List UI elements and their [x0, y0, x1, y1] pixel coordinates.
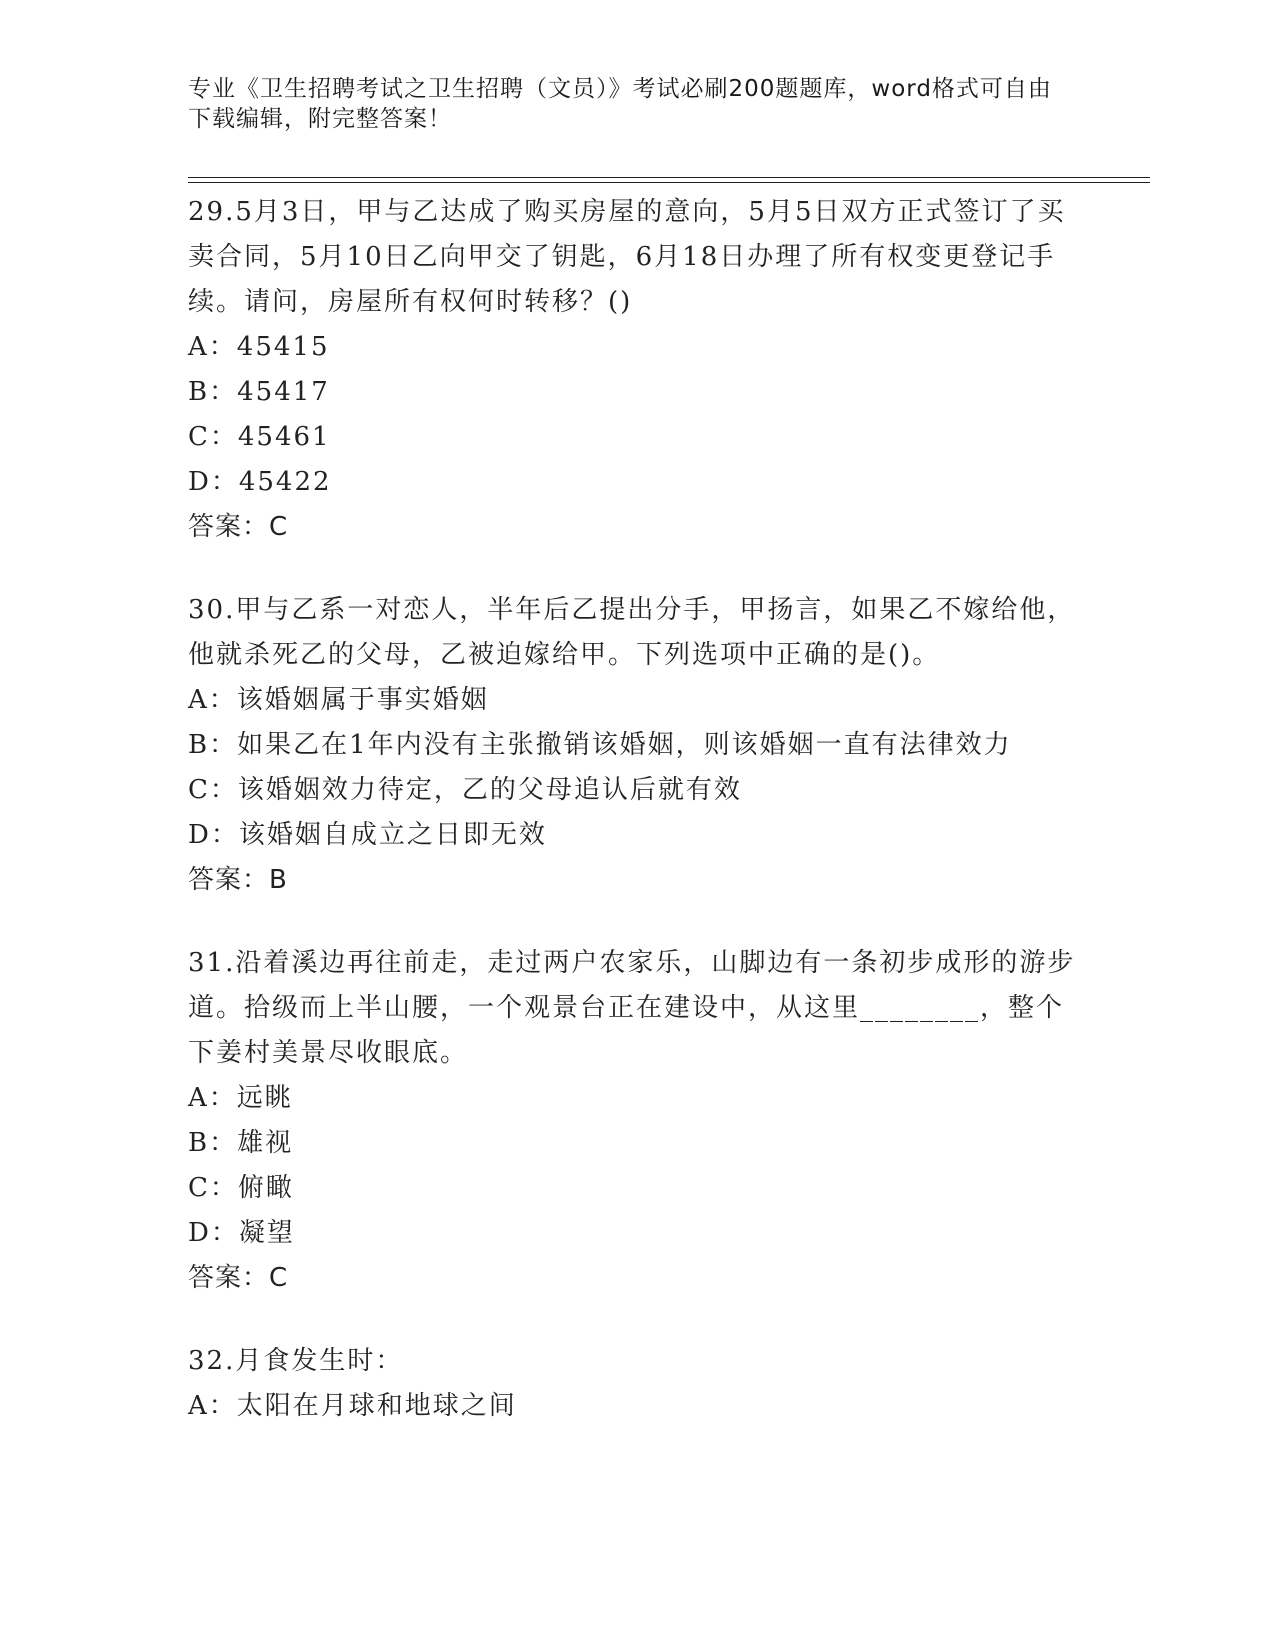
option-c: C：该婚姻效力待定，乙的父母追认后就有效: [188, 775, 742, 805]
option-a: A：太阳在月球和地球之间: [188, 1391, 517, 1421]
answer: 答案：C: [188, 512, 289, 542]
document-header: [188, 74, 1068, 134]
question-32: [188, 1339, 1088, 1429]
header-rule-bottom: [188, 182, 1150, 183]
header-rule-top: [188, 177, 1150, 178]
question-stem: 32.月食发生时：: [188, 1346, 404, 1376]
question-stem: 29.5月3日，甲与乙达成了购买房屋的意向，5月5日双方正式签订了买卖合同，5月10日乙向甲交了钥匙，6月18日办理了所有权变更登记手续。请问，房屋所有权何时转移？(): [188, 197, 1066, 317]
option-d: D：该婚姻自成立之日即无效: [188, 820, 547, 850]
answer: 答案：B: [188, 865, 288, 895]
question-30: [188, 588, 1088, 903]
question-list: [188, 190, 1088, 1467]
option-a: A：45415: [188, 332, 330, 362]
question-stem: 31.沿着溪边再往前走，走过两户农家乐，山脚边有一条初步成形的游步道。拾级而上半山腰，一个观景台正在建设中，从这里________，整个下姜村美景尽收眼底。: [188, 948, 1076, 1068]
option-b: B：45417: [188, 377, 330, 407]
option-b: B：如果乙在1年内没有主张撤销该婚姻，则该婚姻一直有法律效力: [188, 730, 1012, 760]
option-a: A：该婚姻属于事实婚姻: [188, 685, 489, 715]
question-29: [188, 190, 1088, 550]
option-c: C：俯瞰: [188, 1173, 294, 1203]
question-stem: 30.甲与乙系一对恋人，半年后乙提出分手，甲扬言，如果乙不嫁给他，他就杀死乙的父母，乙被迫嫁给甲。下列选项中正确的是()。: [188, 595, 1076, 670]
option-a: A：远眺: [188, 1083, 293, 1113]
option-c: C：45461: [188, 422, 331, 452]
header-text: 专业《卫生招聘考试之卫生招聘（文员）》考试必刷200题题库，word格式可自由下载编辑，附完整答案！: [188, 76, 1052, 132]
answer: 答案：C: [188, 1263, 289, 1293]
option-d: D：45422: [188, 467, 332, 497]
option-d: D：凝望: [188, 1218, 295, 1248]
question-31: [188, 941, 1088, 1301]
option-b: B：雄视: [188, 1128, 294, 1158]
